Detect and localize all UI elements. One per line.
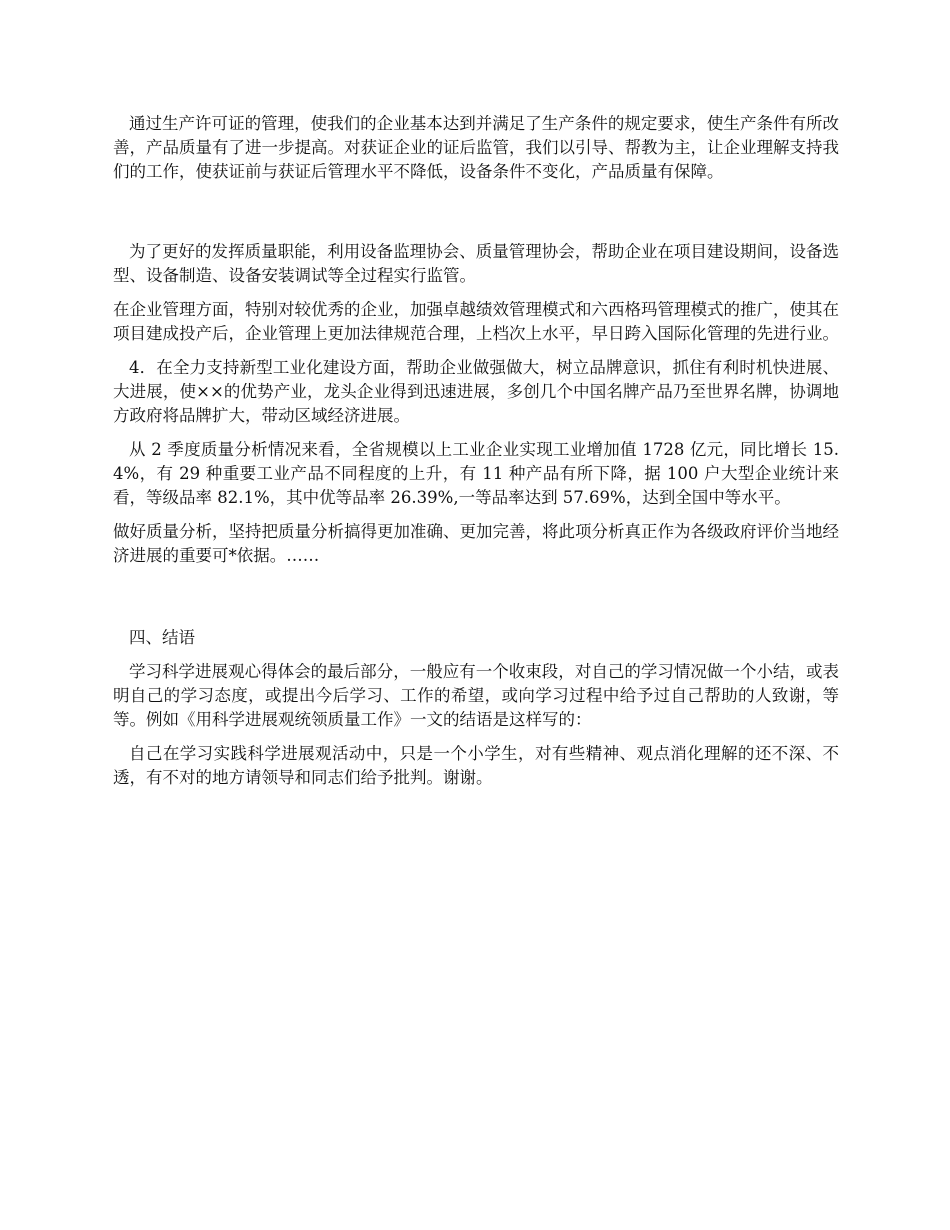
document-page — [113, 112, 839, 790]
paragraph-conclusion-guidance: 学习科学进展观心得体会的最后部分，一般应有一个收束段，对自己的学习情况做一个小结，或表明自己的学习态度，或提出今后学习、工作的希望，或向学习过程中给予过自己帮助的人致谢，等等。例如《用科学进展观统领质量工作》一文的结语是这样写的： — [113, 662, 839, 729]
paragraph-conclusion-example: 自己在学习实践科学进展观活动中，只是一个小学生，对有些精神、观点消化理解的还不深、不透，有不对的地方请领导和同志们给予批判。谢谢。 — [113, 744, 839, 787]
paragraph-enterprise-management: 在企业管理方面，特别对较优秀的企业，加强卓越绩效管理模式和六西格玛管理模式的推广，使其在项目建成投产后，企业管理上更加法律规范合理，上档次上水平，早日跨入国际化管理的先进行业。 — [113, 300, 839, 343]
paragraph-quality-analysis: 做好质量分析，坚持把质量分析搞得更加准确、更加完善，将此项分析真正作为各级政府评价当地经济进展的重要可*依据。…… — [113, 522, 839, 565]
paragraph-license-management: 通过生产许可证的管理，使我们的企业基本达到并满足了生产条件的规定要求，使生产条件有所改善，产品质量有了进一步提高。对获证企业的证后监管，我们以引导、帮教为主，让企业理解支持我们的工作，使获证前与获证后管理水平不降低，设备条件不变化，产品质量有保障。 — [113, 114, 839, 181]
paragraph-industrialization-support: 4．在全力支持新型工业化建设方面，帮助企业做强做大，树立品牌意识，抓住有利时机快进展、大进展，使××的优势产业，龙头企业得到迅速进展，多创几个中国名牌产品乃至世界名牌，协调地方政府将品牌扩大，带动区域经济进展。 — [113, 358, 839, 425]
paragraph-quality-analysis-data: 从 2 季度质量分析情况来看，全省规模以上工业企业实现工业增加值 1728 亿元，同比增长 15.4%，有 29 种重要工业产品不同程度的上升，有 11 种产品有所下降，据 100 户大型企业统计来看，等级品率 82.1%，其中优等品率 26.39%,一等品率达到 57.69%，达到全国中等水平。 — [113, 440, 839, 507]
paragraph-quality-function: 为了更好的发挥质量职能，利用设备监理协会、质量管理协会，帮助企业在项目建设期间，设备选型、设备制造、设备安装调试等全过程实行监管。 — [113, 242, 839, 285]
section-heading-conclusion: 四、结语 — [129, 628, 195, 647]
